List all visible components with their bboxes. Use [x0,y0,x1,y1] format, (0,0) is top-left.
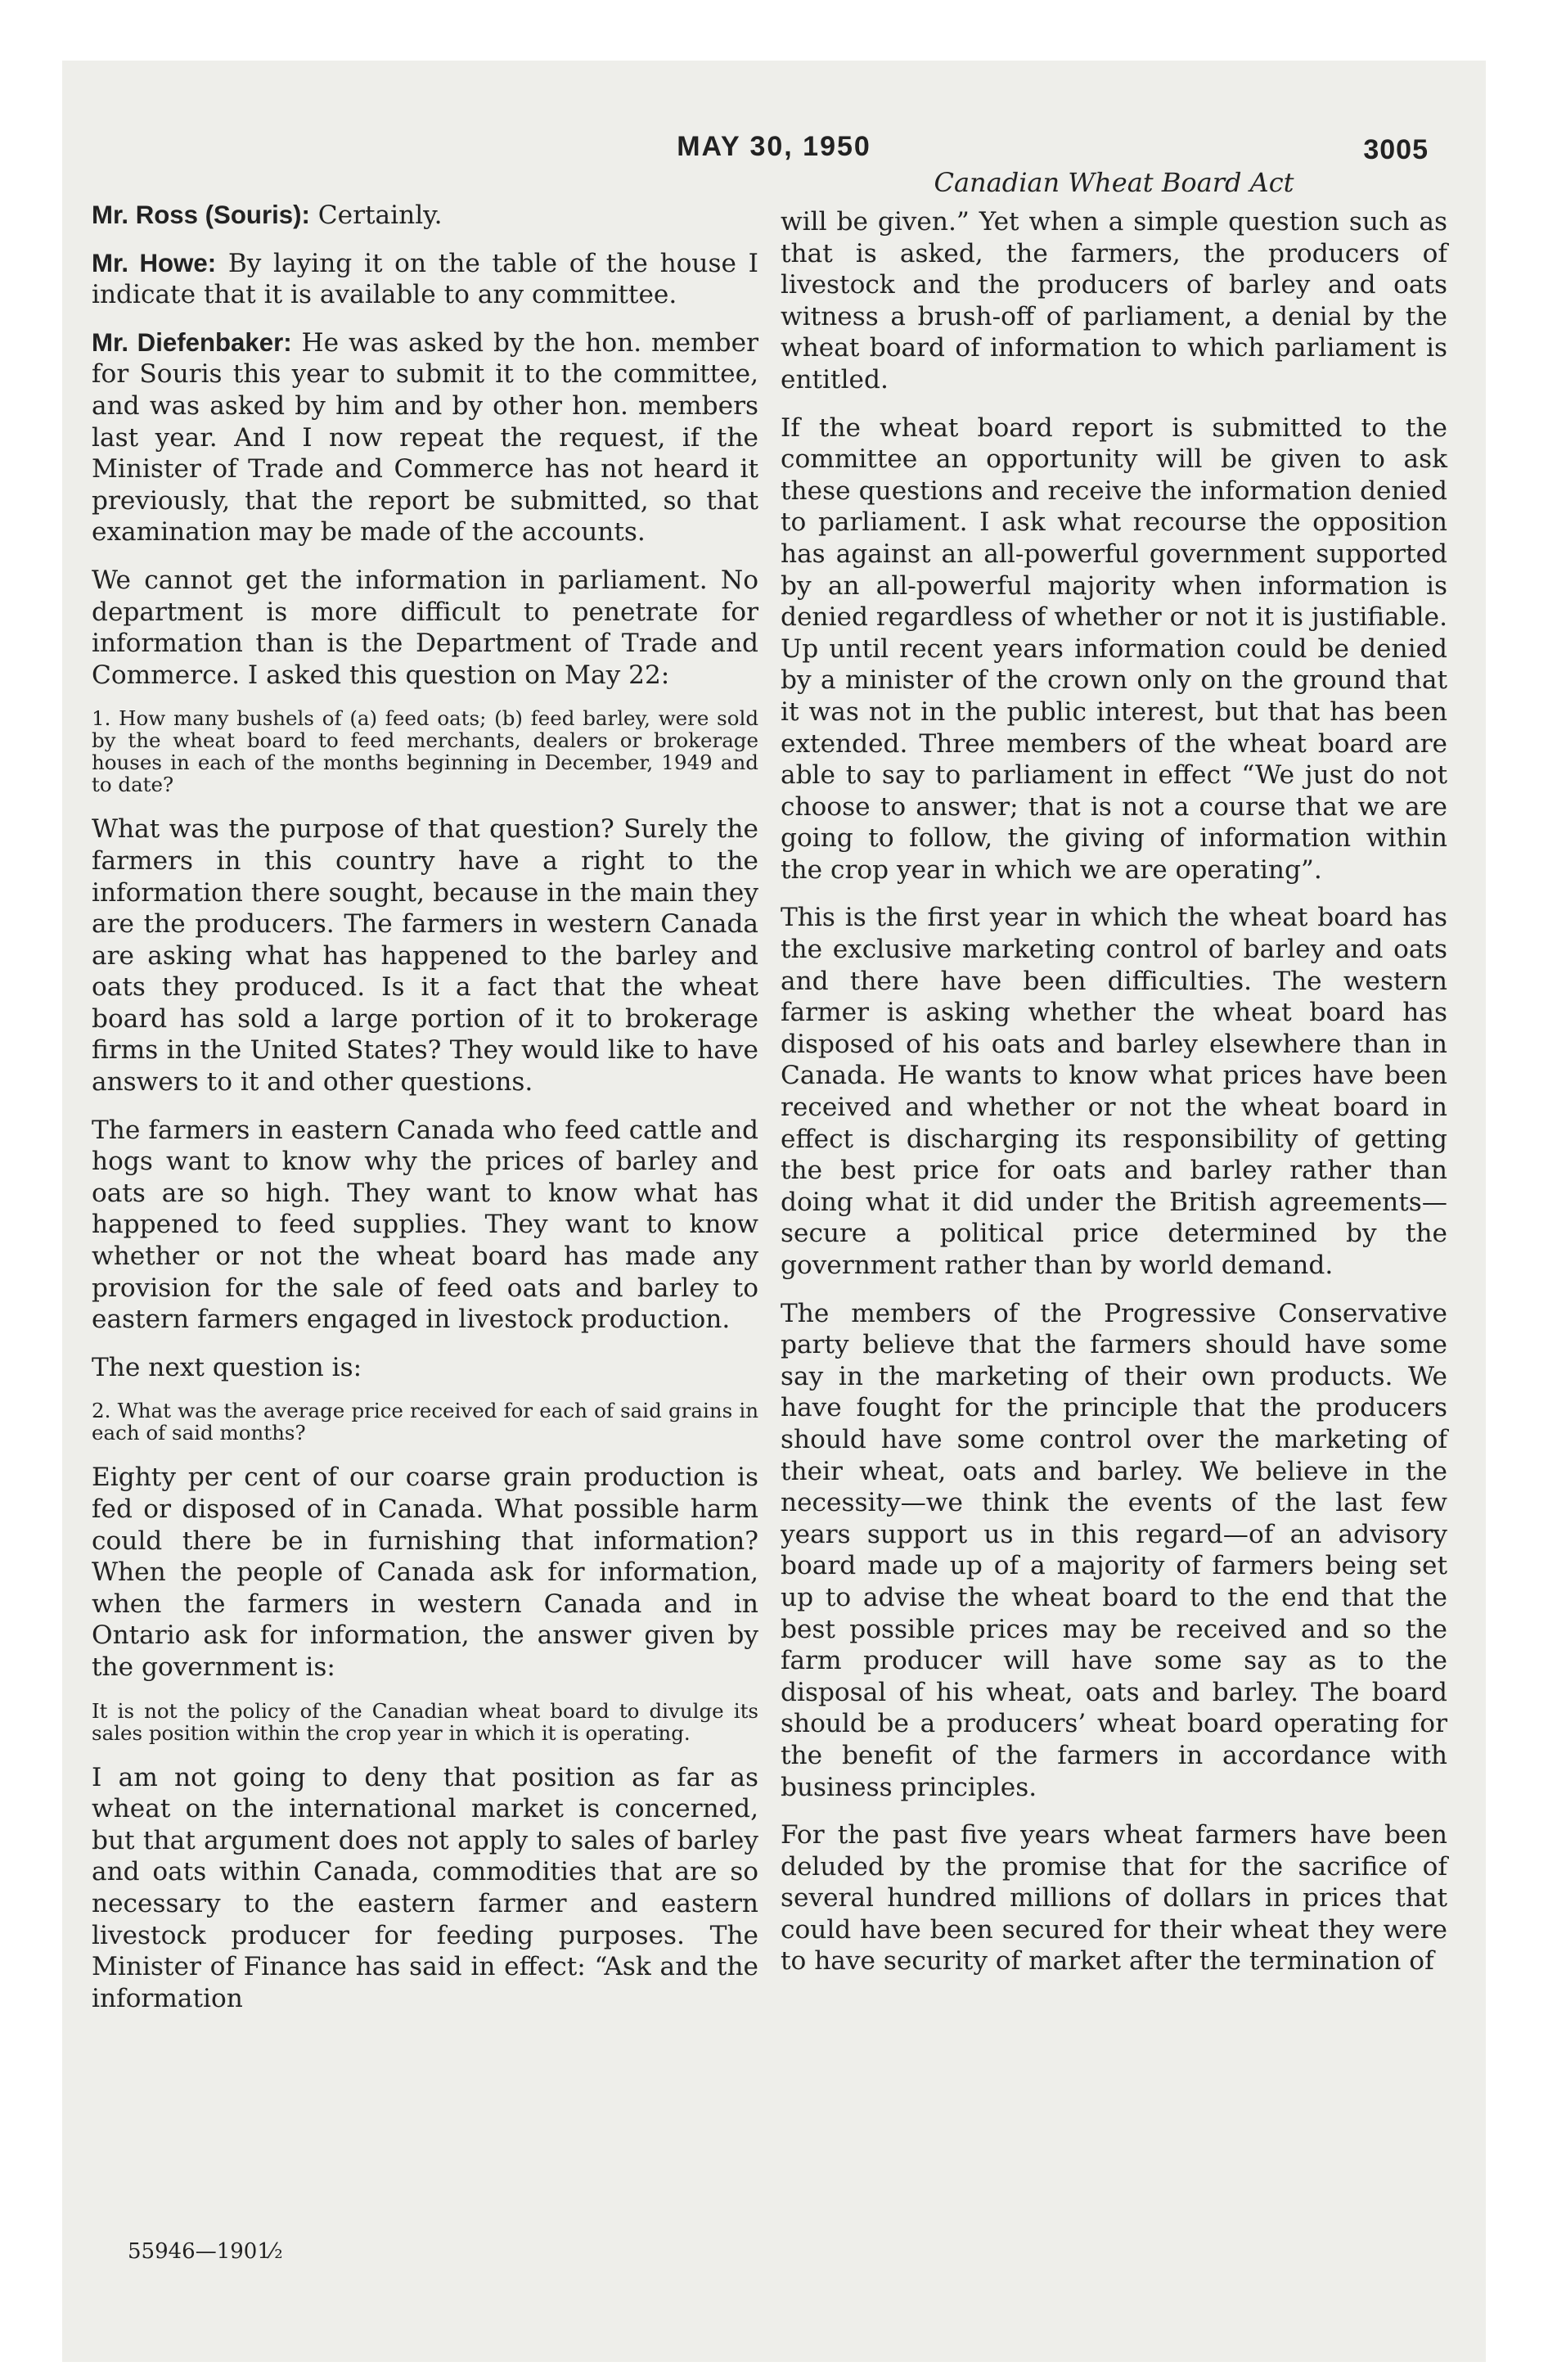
speech-text: By laying it on the table of the house I indicate that it is available to any committee. [92,248,758,310]
paragraph [92,200,758,232]
page-number: 3005 [1363,134,1429,165]
speaker-name: Mr. Howe: [92,248,217,277]
left-column [92,200,758,2031]
paragraph: Eighty per cent of our coarse grain production is fed or disposed of in Canada. What possible harm could there be in furnishing that information? When the people of Canada ask for information, when the farmers in western Canada and in Ontario ask for information, the answer given by the government is: [92,1463,758,1682]
quoted-question: 2. What was the average price received for each of said grains in each of said months? [92,1399,758,1445]
paragraph [92,248,758,311]
speaker-name: Mr. Ross (Souris): [92,201,310,229]
paragraph: We cannot get the information in parliament. No department is more difficult to penetrate for information than is the Department of Trade and Commerce. I asked this question on May 22: [92,565,758,690]
paragraph: For the past five years wheat farmers have been deluded by the promise that for the sacrifice of several hundred millions of dollars in prices that could have been secured for their wheat they were to have security of market after the termination of [781,1820,1447,1977]
footer-code: 55946—1901⁄₂ [128,2239,283,2264]
speech-text: Certainly. [317,201,443,230]
paragraph: will be given.” Yet when a simple question such as that is asked, the farmers, the producers of livestock and the producers of barley and oats witness a brush-off of parliament, a denial by the wheat board of information to which parliament is entitled. [781,207,1447,394]
paragraph: The next question is: [92,1352,362,1382]
quoted-answer: It is not the policy of the Canadian wheat board to divulge its sales position within the crop year in which it is operating. [92,1698,758,1745]
paragraph: The farmers in eastern Canada who feed cattle and hogs want to know why the prices of barley and oats are so high. They want to know what has happened to feed supplies. They want to know whether or not the wheat board has made any provision for the sale of feed oats and barley to eastern farmers engaged in livestock production. [92,1115,758,1335]
paragraph: If the wheat board report is submitted to the committee an opportunity will be given to ask these questions and receive the information denied to parliament. I ask what recourse the opposition has against an all-powerful government supported by an all-powerful majority when information is denied regardless of whether or not it is justifiable. Up until recent years information could be denied by a minister of the crown only on the ground that it was not in the public interest, but that has been extended. Three members of the wheat board are able to say to parliament in effect “We just do not choose to answer; that is not a course that we are going to follow, the giving of information within the crop year in which we are operating”. [781,412,1447,885]
quoted-question: 1. How many bushels of (a) feed oats; (b) feed barley, were sold by the wheat board to feed merchants, dealers or brokerage houses in each of the months beginning in December, 1949 and to date? [92,706,758,797]
running-title: Canadian Wheat Board Act [934,167,1294,198]
paragraph: This is the first year in which the wheat board has the exclusive marketing control of barley and oats and there have been difficulties. The western farmer is asking whether the wheat board has disposed of his oats and barley elsewhere than in Canada. He wants to know what prices have been received and whether or not the wheat board in effect is discharging its responsibility of getting the best price for oats and barley rather than doing what it did under the British agreements—secure a political price determined by the government rather than by world demand. [781,903,1447,1280]
scanned-page [62,61,1486,2362]
speech-text: He was asked by the hon. member for Souris this year to submit it to the committee, and was asked by him and by other hon. members last year. And I now repeat the request, if the Minister of Trade and Commerce has not heard it previously, that the report be submitted, so that examination may be made of the accounts. [92,327,758,548]
speaker-name: Mr. Diefenbaker: [92,327,292,357]
right-column [781,167,1447,1994]
paragraph: The members of the Progressive Conservative party believe that the farmers should have some say in the marketing of their own products. We have fought for the principle that the producers should have some control over the marketing of their wheat, oats and barley. We believe in the necessity—we think the events of the last few years support us in this regard—of an advisory board made up of a majority of farmers being set up to advise the wheat board to the end that the best possible prices may be received and so the farm producer will have some say as to the disposal of his wheat, oats and barley. The board should be a producers’ wheat board operating for the benefit of the farmers in accordance with business principles. [781,1298,1447,1802]
paragraph: I am not going to deny that position as far as wheat on the international market is concerned, but that argument does not apply to sales of barley and oats within Canada, commodities that are so necessary to the eastern farmer and eastern livestock producer for feeding purposes. The Minister of Finance has said in effect: “Ask and the information [92,1762,758,2013]
page-date: MAY 30, 1950 [677,131,871,162]
paragraph: What was the purpose of that question? Surely the farmers in this country have a right to the information there sought, because in the main they are the producers. The farmers in western Canada are asking what has happened to the barley and oats they produced. Is it a fact that the wheat board has sold a large portion of it to brokerage firms in the United States? They would like to have answers to it and other questions. [92,814,758,1098]
paragraph [92,327,758,548]
